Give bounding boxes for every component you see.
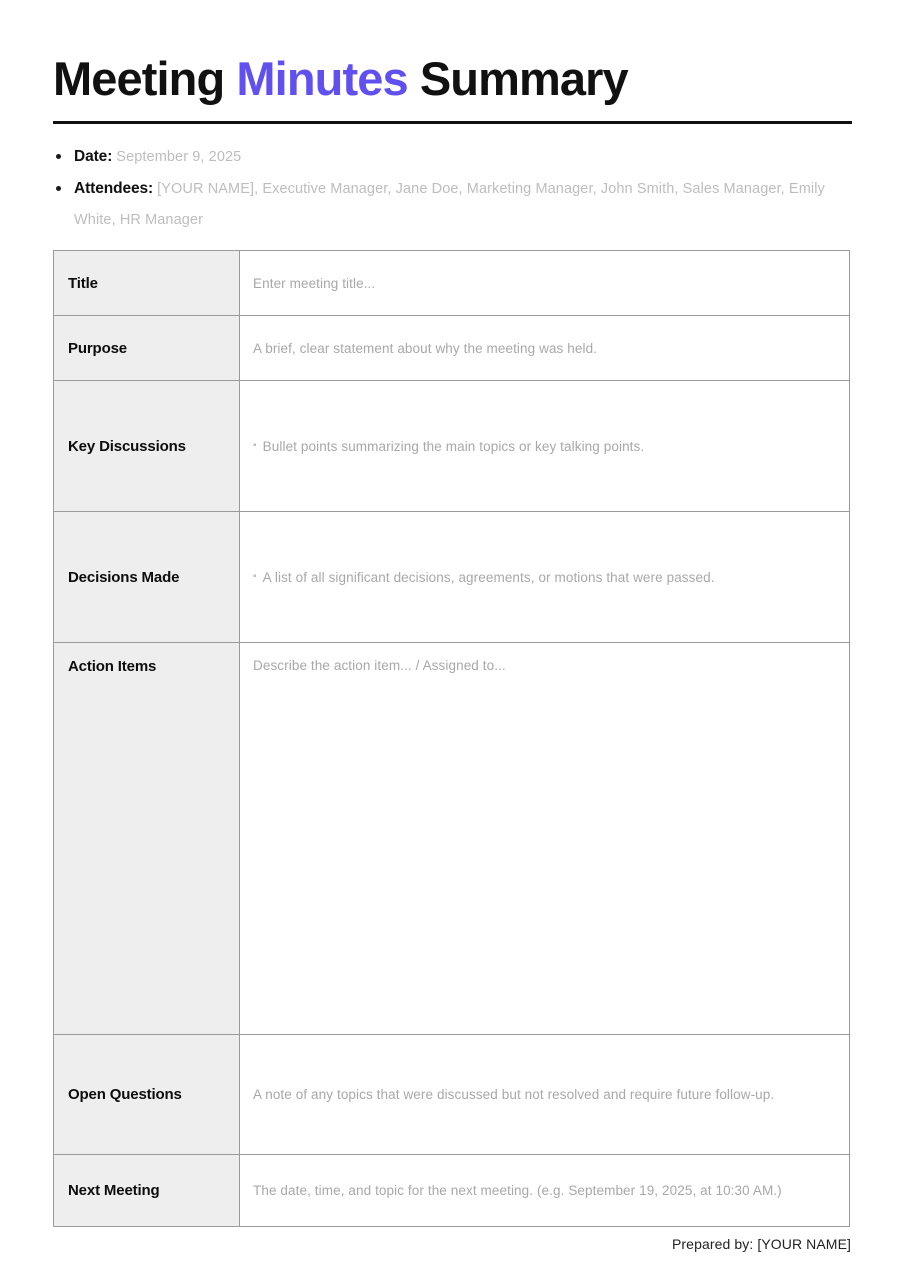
table-row-key-discussions (54, 381, 849, 512)
row-label-purpose: Purpose (54, 316, 240, 380)
meta-item-attendees (53, 173, 853, 236)
meta-value-attendees: [YOUR NAME], Executive Manager, Jane Doe, Marketing Manager, John Smith, Sales Manager, Emily White, HR Manager (74, 181, 825, 228)
row-value-title[interactable]: Enter meeting title... (240, 251, 849, 315)
meeting-meta-list (53, 141, 853, 236)
row-value-decisions-made[interactable]: ▪ A list of all significant decisions, agreements, or motions that were passed. (240, 512, 849, 642)
table-row-open-questions (54, 1035, 849, 1155)
row-label-key-discussions: Key Discussions (54, 381, 240, 511)
table-row-decisions-made (54, 512, 849, 643)
title-segment-1: Meeting (53, 52, 237, 105)
row-value-open-questions[interactable]: A note of any topics that were discussed but not resolved and require future follow-up. (240, 1035, 849, 1154)
meta-label-date: Date: (74, 148, 113, 165)
row-label-open-questions: Open Questions (54, 1035, 240, 1154)
row-label-action-items: Action Items (54, 643, 240, 1034)
row-label-decisions-made: Decisions Made (54, 512, 240, 642)
prepared-by-footer: Prepared by: [YOUR NAME] (671, 1236, 851, 1252)
row-value-next-meeting[interactable]: The date, time, and topic for the next meeting. (e.g. September 19, 2025, at 10:30 AM.) (240, 1155, 849, 1226)
row-value-action-items[interactable]: Describe the action item... / Assigned to... (240, 643, 849, 1034)
table-row-title (54, 251, 849, 316)
title-divider-rule (53, 121, 852, 124)
meta-value-date: September 9, 2025 (116, 149, 242, 165)
meta-label-attendees: Attendees: (74, 180, 154, 197)
row-label-next-meeting: Next Meeting (54, 1155, 240, 1226)
table-row-action-items (54, 643, 849, 1035)
meeting-minutes-table (53, 250, 850, 1227)
row-value-key-discussions[interactable]: ▪ Bullet points summarizing the main topics or key talking points. (240, 381, 849, 511)
title-segment-2: Summary (407, 52, 628, 105)
table-row-next-meeting (54, 1155, 849, 1226)
page-title (53, 52, 852, 107)
document-title (53, 52, 852, 107)
row-label-title: Title (54, 251, 240, 315)
meta-item-date (53, 141, 853, 173)
row-value-purpose[interactable]: A brief, clear statement about why the meeting was held. (240, 316, 849, 380)
title-segment-accent: Minutes (236, 52, 408, 105)
table-row-purpose (54, 316, 849, 381)
